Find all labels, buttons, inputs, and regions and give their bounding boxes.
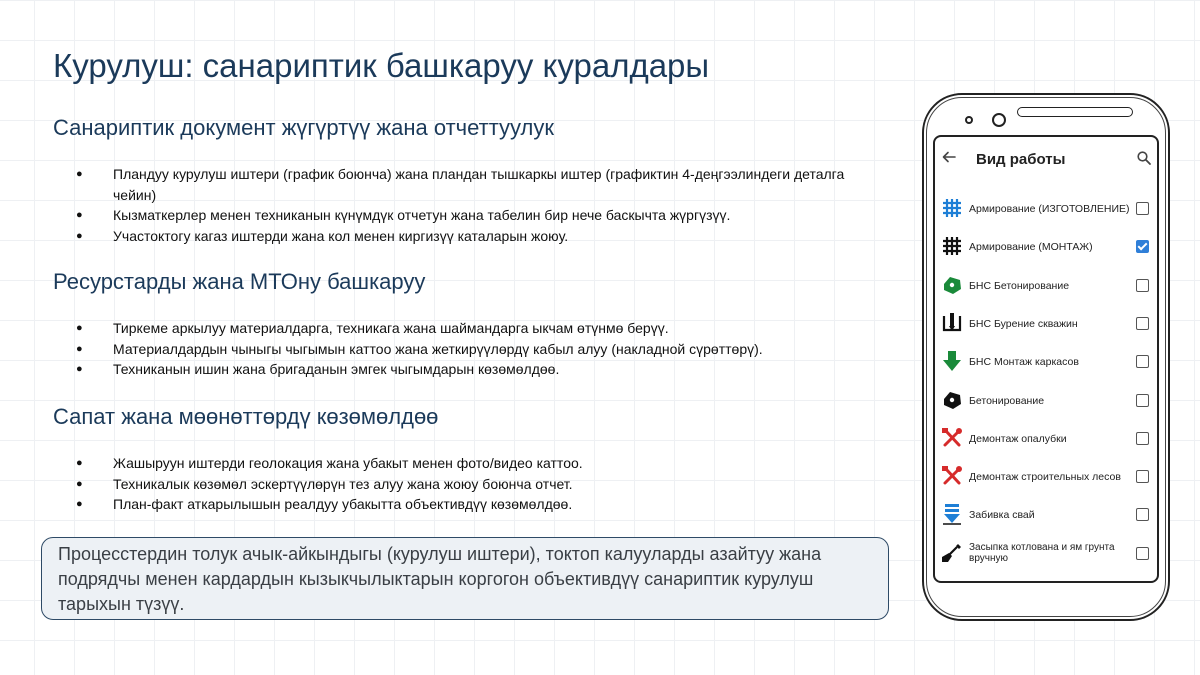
list-item: ● Участоктогу кагаз иштерди жана кол менен киргизүү каталарын жоюу. bbox=[76, 226, 866, 247]
arrow-down-icon bbox=[941, 350, 963, 372]
shovel-icon bbox=[941, 542, 963, 564]
work-type-label: Бетонирование bbox=[969, 394, 1045, 407]
work-type-row[interactable] bbox=[935, 536, 1157, 574]
list-item: ● Пландуу курулуш иштери (график боюнча) жана пландан тышкаркы иштер (графиктин 4-деңгээлиндеги деталга чейин) bbox=[76, 164, 866, 205]
work-type-label: Армирование (ИЗГОТОВЛЕНИЕ) bbox=[969, 203, 1130, 215]
concrete-icon bbox=[941, 274, 963, 296]
rebar-grid-icon bbox=[941, 197, 963, 219]
search-icon[interactable] bbox=[1136, 150, 1152, 166]
list-item: ● Тиркеме аркылуу материалдарга, техникага жана шаймандарга ыкчам өтүнмө берүү. bbox=[76, 318, 866, 339]
work-type-label: БНС Бурение скважин bbox=[969, 317, 1078, 330]
work-type-row[interactable] bbox=[935, 421, 1157, 459]
tools-icon bbox=[941, 465, 963, 487]
list-item: ● План-факт аткарылышын реалдуу убакытта объективдүү көзөмөлдөө. bbox=[76, 494, 866, 515]
work-type-label: Демонтаж опалубки bbox=[969, 432, 1067, 445]
work-type-checkbox[interactable] bbox=[1136, 508, 1149, 521]
work-type-checkbox[interactable] bbox=[1136, 317, 1149, 330]
work-type-row[interactable] bbox=[935, 459, 1157, 497]
work-type-checkbox[interactable] bbox=[1136, 355, 1149, 368]
section-heading-resources: Ресурстарды жана МТОну башкаруу bbox=[53, 269, 426, 294]
summary-box: Процесстердин толук ачык-айкындыгы (курулуш иштери), токтоп калууларды азайтуу жана подрядчы менен кардардын кызыкчылыктарын коргогон объективдүү санариптик курулуш тарыхын түзүү. bbox=[41, 537, 889, 620]
work-type-checkbox[interactable] bbox=[1136, 202, 1149, 215]
back-arrow-icon[interactable] bbox=[940, 148, 958, 166]
bullet-list-quality bbox=[76, 453, 866, 515]
list-item: ● Материалдардын чыныгы чыгымын каттоо жана жеткирүүлөрдү кабыл алуу (накладной сүрөттөрү). bbox=[76, 339, 866, 360]
bullet-list-docs bbox=[76, 164, 866, 246]
work-type-checkbox[interactable] bbox=[1136, 394, 1149, 407]
screen-title: Вид работы bbox=[976, 151, 1066, 168]
work-type-row[interactable] bbox=[935, 268, 1157, 306]
work-type-checkbox[interactable] bbox=[1136, 432, 1149, 445]
phone-speaker bbox=[1017, 107, 1133, 117]
list-item: ● Жашыруун иштерди геолокация жана убакыт менен фото/видео каттоо. bbox=[76, 453, 866, 474]
work-type-row[interactable] bbox=[935, 191, 1157, 229]
phone-camera bbox=[992, 113, 1006, 127]
drilling-icon bbox=[941, 312, 963, 334]
work-type-label: БНС Бетонирование bbox=[969, 279, 1070, 292]
work-type-label: Забивка свай bbox=[969, 509, 1035, 522]
concrete-icon bbox=[941, 389, 963, 411]
work-type-row[interactable] bbox=[935, 306, 1157, 344]
work-type-row[interactable] bbox=[935, 383, 1157, 421]
work-type-checkbox[interactable] bbox=[1136, 470, 1149, 483]
section-heading-quality: Сапат жана мөөнөттөрдү көзөмөлдөө bbox=[53, 404, 439, 429]
list-item: ● Техникалык көзөмөл эскертүүлөрүн тез алуу жана жоюу боюнча отчет. bbox=[76, 474, 866, 495]
work-type-row[interactable] bbox=[935, 344, 1157, 382]
phone-sensor bbox=[965, 116, 973, 124]
work-type-label: Армирование (МОНТАЖ) bbox=[969, 241, 1093, 254]
pile-driving-icon bbox=[941, 503, 963, 525]
work-type-checkbox[interactable] bbox=[1136, 547, 1149, 560]
phone-screen bbox=[933, 135, 1159, 583]
slide-title: Курулуш: санариптик башкаруу куралдары bbox=[53, 47, 710, 84]
work-type-label: Засыпка котлована и ям грунта вручную bbox=[969, 541, 1115, 564]
bullet-list-resources bbox=[76, 318, 866, 380]
list-item: ● Кызматкерлер менен техниканын күнүмдүк отчетун жана табелин бир нече баскычта жүргүзүү. bbox=[76, 205, 866, 226]
list-item: ● Техниканын ишин жана бригаданын эмгек чыгымдарын көзөмөлдөө. bbox=[76, 359, 866, 380]
work-type-checkbox[interactable] bbox=[1136, 279, 1149, 292]
work-type-label: БНС Монтаж каркасов bbox=[969, 356, 1079, 369]
tools-icon bbox=[941, 427, 963, 449]
work-type-row[interactable] bbox=[935, 229, 1157, 267]
section-heading-docs: Санариптик документ жүгүртүү жана отчеттуулук bbox=[53, 115, 554, 140]
work-type-checkbox[interactable] bbox=[1136, 240, 1149, 253]
app-bar bbox=[935, 137, 1157, 181]
work-type-row[interactable] bbox=[935, 497, 1157, 535]
work-type-label: Демонтаж строительных лесов bbox=[969, 471, 1121, 484]
rebar-grid-icon bbox=[941, 235, 963, 257]
